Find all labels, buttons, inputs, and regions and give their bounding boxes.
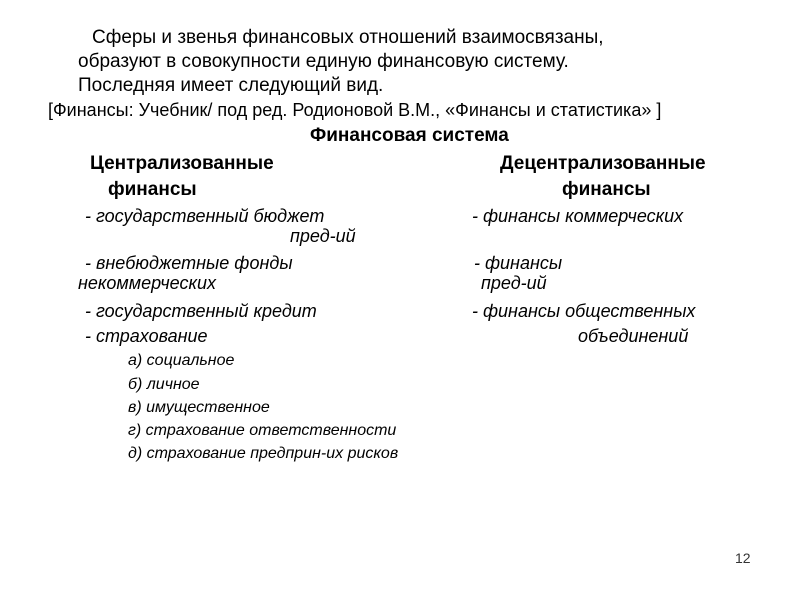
diagram-title: Финансовая система bbox=[310, 125, 509, 146]
page-number: 12 bbox=[735, 550, 751, 566]
subitem-business-risks: д) страхование предприн-их рисков bbox=[128, 445, 399, 462]
subitem-property: в) имущественное bbox=[128, 399, 270, 416]
intro-line-3: Последняя имеет следующий вид. bbox=[78, 75, 384, 96]
left-heading-line-1: Централизованные bbox=[90, 153, 274, 174]
left-item-state-credit: - государственный кредит bbox=[85, 301, 317, 321]
subitem-social: а) социальное bbox=[128, 352, 235, 369]
right-item-public-assoc-1: - финансы общественных bbox=[472, 301, 696, 321]
right-item-commercial-2: пред-ий bbox=[290, 226, 356, 246]
left-item-extrabudget-funds: - внебюджетные фонды bbox=[85, 253, 293, 273]
intro-line-1: Сферы и звенья финансовых отношений взаимосвязаны, bbox=[92, 27, 604, 48]
left-item-insurance: - страхование bbox=[85, 326, 208, 346]
left-item-state-budget: - государственный бюджет bbox=[85, 206, 325, 226]
left-heading-line-2: финансы bbox=[108, 179, 197, 200]
right-item-noncommercial-3: пред-ий bbox=[481, 273, 547, 293]
right-heading-line-2: финансы bbox=[562, 179, 651, 200]
right-item-commercial-1: - финансы коммерческих bbox=[472, 206, 684, 226]
intro-line-2: образуют в совокупности единую финансовую систему. bbox=[78, 51, 569, 72]
right-item-noncommercial-2: некоммерческих bbox=[78, 273, 216, 293]
right-heading-line-1: Децентрализованные bbox=[500, 153, 706, 174]
right-item-public-assoc-2: объединений bbox=[578, 326, 689, 346]
subitem-liability: г) страхование ответственности bbox=[128, 422, 397, 439]
right-item-noncommercial-1: - финансы bbox=[474, 253, 563, 273]
citation: [Финансы: Учебник/ под ред. Родионовой В.М., «Финансы и статистика» ] bbox=[48, 100, 662, 120]
subitem-personal: б) личное bbox=[128, 376, 200, 393]
